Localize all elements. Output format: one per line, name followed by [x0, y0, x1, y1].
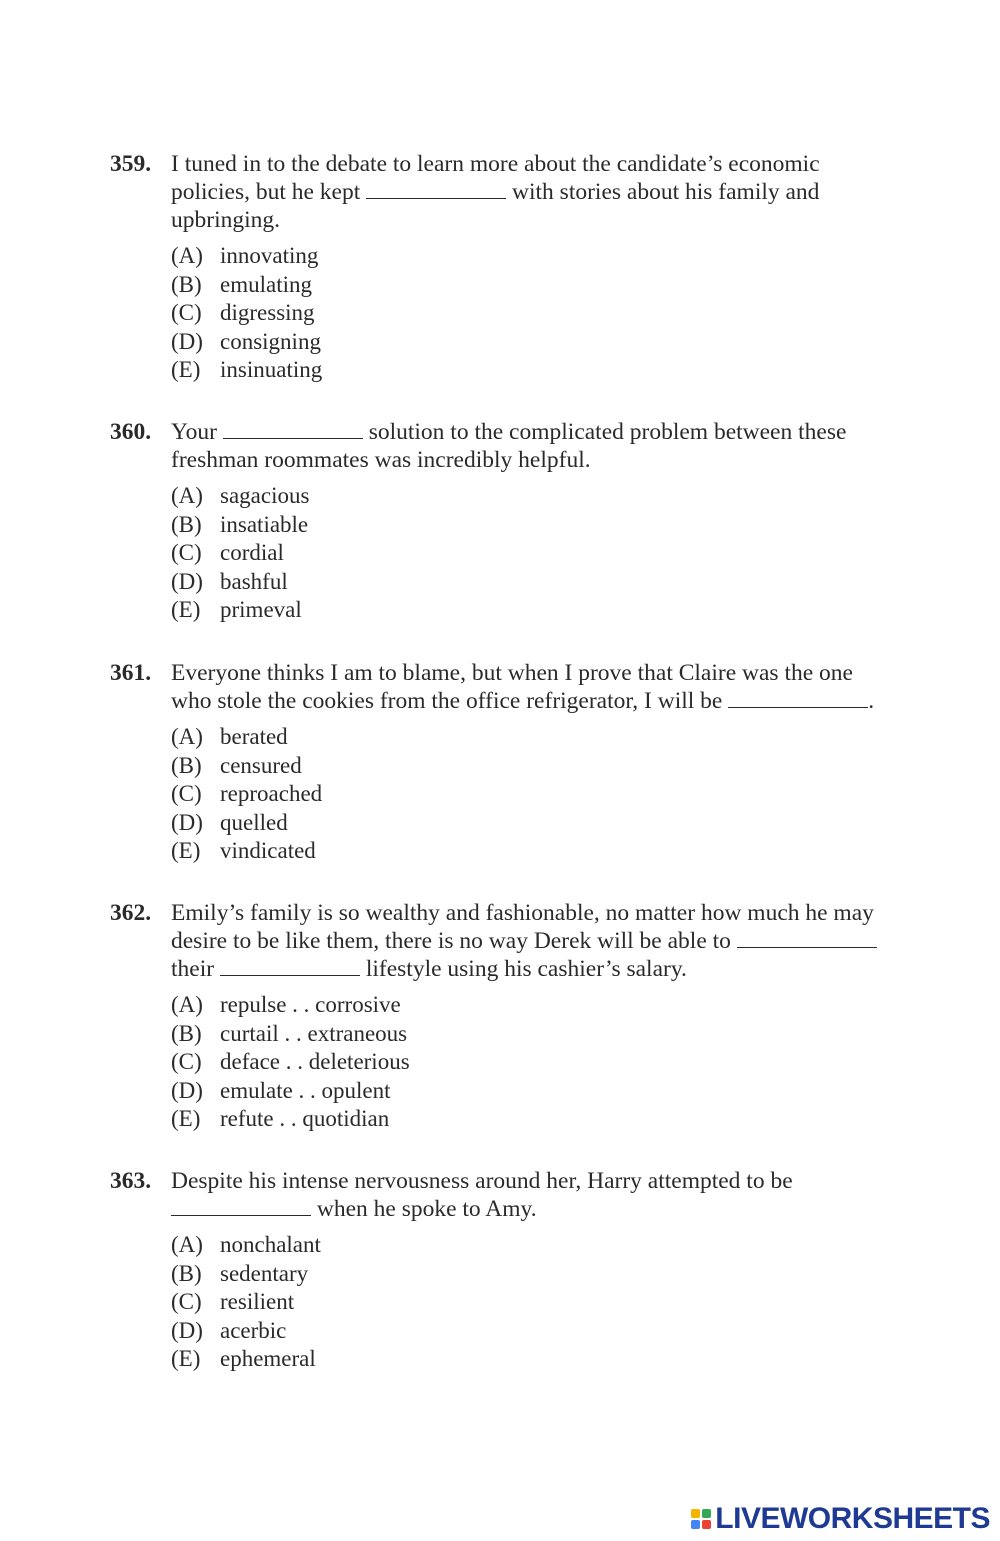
option-a[interactable]: (A) nonchalant	[171, 1232, 321, 1257]
option-e[interactable]: (E) primeval	[171, 597, 302, 622]
question-361	[110, 659, 910, 866]
question-363	[110, 1167, 910, 1374]
option-c[interactable]: (C) digressing	[171, 300, 315, 325]
logo-square	[702, 1509, 711, 1518]
question-text: Your solution to the complicated problem between these	[171, 419, 847, 445]
question-text: policies, but he kept with stories about his family and	[171, 179, 820, 205]
question-text: their lifestyle using his cashier’s salary.	[171, 956, 687, 982]
option-a[interactable]: (A) sagacious	[171, 483, 310, 508]
question-360	[110, 418, 910, 625]
logo-square	[702, 1520, 711, 1529]
option-d[interactable]: (D) emulate . . opulent	[171, 1077, 391, 1103]
option-e[interactable]: (E) vindicated	[171, 838, 316, 863]
question-number: 362.	[110, 900, 152, 926]
question-359	[110, 150, 910, 385]
question-text: Emily’s family is so wealthy and fashionable, no matter how much he may	[171, 900, 874, 926]
question-text: Despite his intense nervousness around her, Harry attempted to be	[171, 1168, 793, 1194]
option-e[interactable]: (E) refute . . quotidian	[171, 1106, 390, 1131]
option-b[interactable]: (B) insatiable	[171, 511, 309, 537]
logo-square	[691, 1520, 700, 1529]
option-e[interactable]: (E) insinuating	[171, 357, 323, 382]
option-a[interactable]: (A) repulse . . corrosive	[171, 992, 401, 1017]
option-b[interactable]: (B) censured	[171, 752, 302, 778]
option-e[interactable]: (E) ephemeral	[171, 1346, 316, 1371]
question-text: freshman roommates was incredibly helpful.	[171, 447, 591, 473]
answer-blank[interactable]	[728, 687, 868, 708]
option-c[interactable]: (C) reproached	[171, 781, 323, 806]
options-list	[110, 723, 910, 866]
question-text: Everyone thinks I am to blame, but when I prove that Claire was the one	[171, 660, 853, 686]
option-a[interactable]: (A) innovating	[171, 243, 319, 268]
question-number: 360.	[110, 419, 152, 445]
option-d[interactable]: (D) acerbic	[171, 1317, 287, 1343]
liveworksheets-icon	[691, 1509, 711, 1529]
question-text: upbringing.	[171, 207, 281, 233]
options-list	[110, 991, 910, 1134]
answer-blank[interactable]	[366, 178, 506, 199]
logo-square	[691, 1509, 700, 1518]
question-text: who stole the cookies from the office refrigerator, I will be .	[171, 688, 875, 714]
liveworksheets-logo	[691, 1502, 990, 1536]
option-d[interactable]: (D) quelled	[171, 809, 288, 835]
question-362	[110, 899, 910, 1134]
option-d[interactable]: (D) bashful	[171, 568, 288, 594]
question-number: 361.	[110, 660, 152, 686]
option-b[interactable]: (B) curtail . . extraneous	[171, 1020, 408, 1046]
option-c[interactable]: (C) cordial	[171, 540, 284, 565]
option-d[interactable]: (D) consigning	[171, 328, 321, 354]
answer-blank-1[interactable]	[737, 927, 877, 948]
brand-text: LIVEWORKSHEETS	[715, 1502, 990, 1535]
option-c[interactable]: (C) deface . . deleterious	[171, 1049, 410, 1074]
options-list	[110, 482, 910, 625]
question-text: desire to be like them, there is no way Derek will be able to	[171, 927, 877, 955]
option-b[interactable]: (B) sedentary	[171, 1260, 309, 1286]
question-text: I tuned in to the debate to learn more about the candidate’s economic	[171, 151, 820, 177]
question-text: when he spoke to Amy.	[171, 1195, 537, 1223]
answer-blank-2[interactable]	[220, 955, 360, 976]
answer-blank[interactable]	[171, 1195, 311, 1216]
question-number: 363.	[110, 1168, 152, 1194]
options-list	[110, 1231, 910, 1374]
question-number: 359.	[110, 151, 152, 177]
option-a[interactable]: (A) berated	[171, 724, 288, 749]
options-list	[110, 242, 910, 385]
option-c[interactable]: (C) resilient	[171, 1289, 295, 1314]
answer-blank[interactable]	[223, 418, 363, 439]
option-b[interactable]: (B) emulating	[171, 271, 312, 297]
